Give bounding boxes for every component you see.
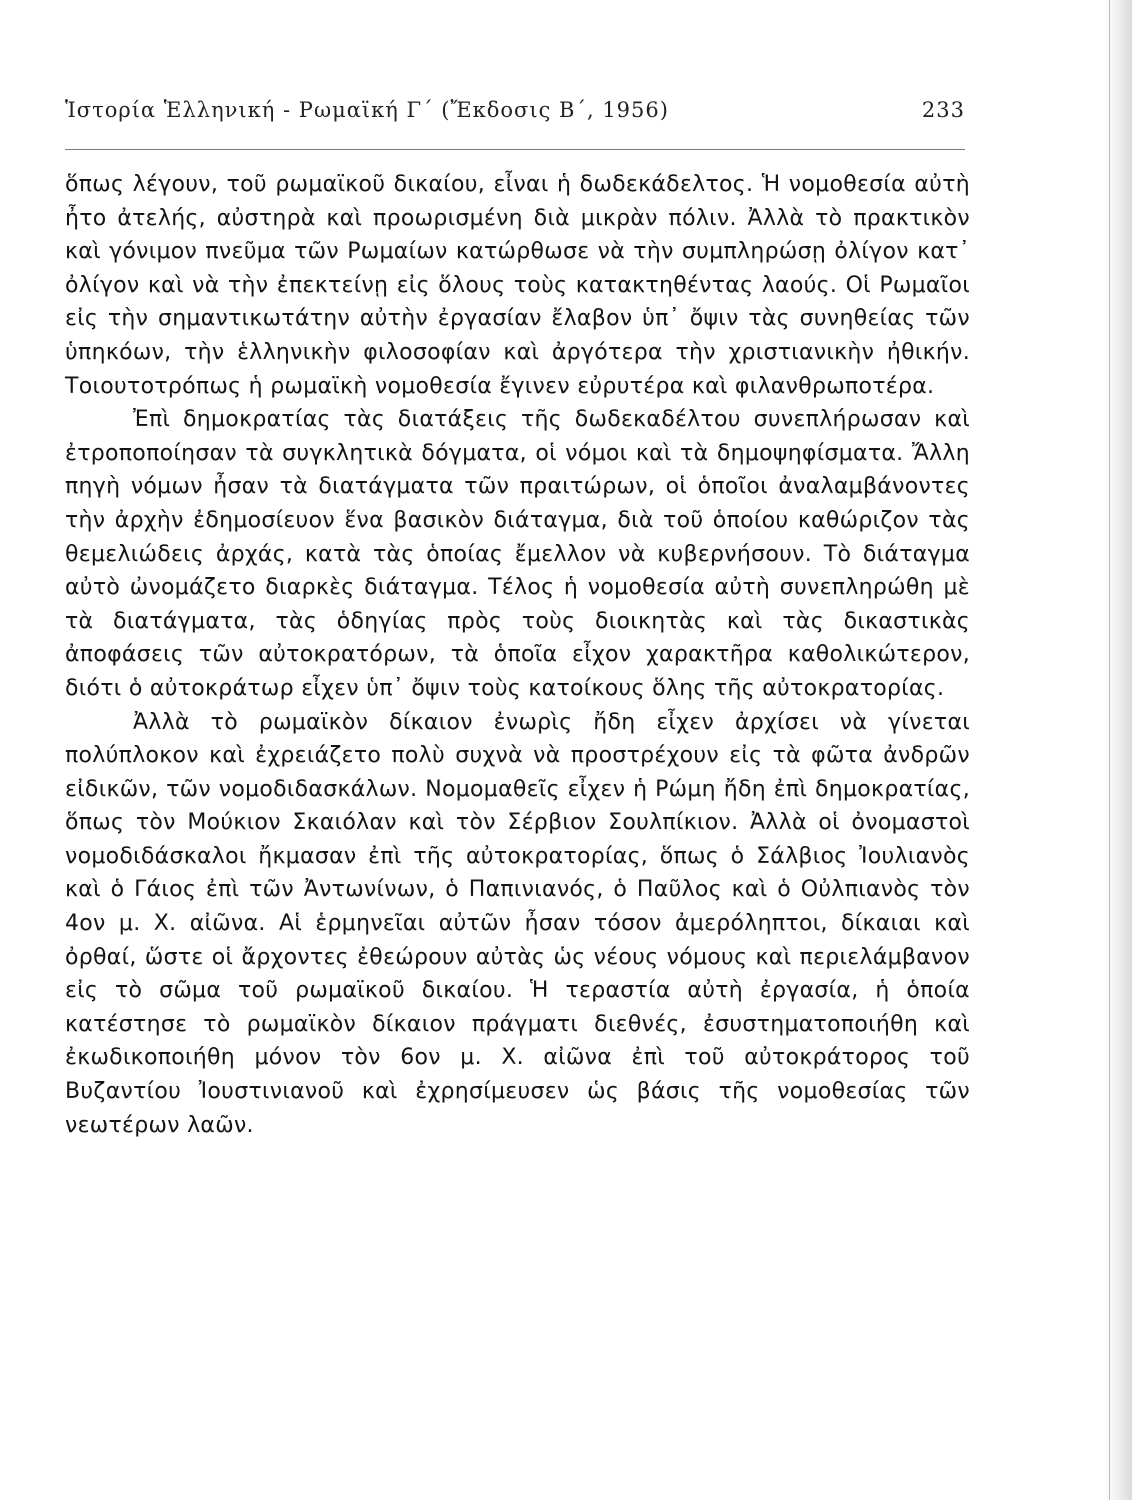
paragraph-2: Ἐπὶ δημοκρατίας τὰς διατάξεις τῆς δωδεκαδέλτου συνεπλήρωσαν καὶ ἐτροποποίησαν τὰ συγκλητικὰ δόγματα, οἱ νόμοι καὶ τὰ δημοψηφίσματα. Ἄλλη πηγὴ νόμων ἦσαν τὰ διατάγματα τῶν πραιτώρων, οἱ ὁποῖοι ἀναλαμβάνοντες τὴν ἀρχὴν ἐδημοσίευον ἕνα βασικὸν διάταγμα, διὰ τοῦ ὁποίου καθώριζον τὰς θεμελιώδεις ἀρχάς, κατὰ τὰς ὁποίας ἔμελλον νὰ κυβερνήσουν. Τὸ διάταγμα αὐτὸ ὠνομάζετο διαρκὲς διάταγμα. Τέλος ἡ νομοθεσία αὐτὴ συνεπληρώθη μὲ τὰ διατάγματα, τὰς ὁδηγίας πρὸς τοὺς διοικητὰς καὶ τὰς δικαστικὰς ἀποφάσεις τῶν αὐτοκρατόρων, τὰ ὁποῖα εἶχον χαρακτῆρα καθολικώτερον, διότι ὁ αὐτοκράτωρ εἶχεν ὑπ᾽ ὄψιν τοὺς κατοίκους ὅλης τῆς αὐτοκρατορίας. [65,407,970,701]
paragraph-3: Ἀλλὰ τὸ ρωμαϊκὸν δίκαιον ἐνωρὶς ἤδη εἶχεν ἀρχίσει νὰ γίνεται πολύπλοκον καὶ ἐχρειάζετο πολὺ συχνὰ νὰ προστρέχουν εἰς τὰ φῶτα ἀνδρῶν εἰδικῶν, τῶν νομοδιδασκάλων. Νομομαθεῖς εἶχεν ἡ Ρώμη ἤδη ἐπὶ δημοκρατίας, ὅπως τὸν Μούκιον Σκαιόλαν καὶ τὸν Σέρβιον Σουλπίκιον. Ἀλλὰ οἱ ὀνομαστοὶ νομοδιδάσκαλοι ἤκμασαν ἐπὶ τῆς αὐτοκρατορίας, ὅπως ὁ Σάλβιος Ἰουλιανὸς καὶ ὁ Γάιος ἐπὶ τῶν Ἀντωνίνων, ὁ Παπινιανός, ὁ Παῦλος καὶ ὁ Οὐλπιανὸς τὸν 4ον μ. Χ. αἰῶνα. Αἱ ἑρμηνεῖαι αὐτῶν ἦσαν τόσον ἀμερόληπτοι, δίκαιαι καὶ ὀρθαί, ὥστε οἱ ἄρχοντες ἐθεώρουν αὐτὰς ὡς νέους νόμους καὶ περιελάμβανον εἰς τὸ σῶμα τοῦ ρωμαϊκοῦ δικαίου. Ἡ τεραστία αὐτὴ ἐργασία, ἡ ὁποία κατέστησε τὸ ρωμαϊκὸν δίκαιον πράγματι διεθνές, ἐσυστηματοποιήθη καὶ ἐκωδικοποιήθη μόνον τὸν 6ον μ. Χ. αἰῶνα ἐπὶ τοῦ αὐτοκράτορος τοῦ Βυζαντίου Ἰουστινιανοῦ καὶ ἐχρησίμευσεν ὡς βάσις τῆς νομοθεσίας τῶν νεωτέρων λαῶν. [65,709,970,1138]
body-text [65,168,970,1142]
page-number: 233 [921,98,965,122]
binding-shadow-line [1109,0,1110,1500]
header-rule [65,149,965,150]
running-header-title: Ἱστορία Ἑλληνική - Ρωμαϊκή Γ΄ (Ἔκδοσις Β΄, 1956) [65,98,669,122]
running-header [65,92,965,132]
paragraph-1: ὅπως λέγουν, τοῦ ρωμαϊκοῦ δικαίου, εἶναι ἡ δωδεκάδελτος. Ἡ νομοθεσία αὐτὴ ἦτο ἀτελής, αὐστηρὰ καὶ προωρισμένη διὰ μικρὰν πόλιν. Ἀλλὰ τὸ πρακτικὸν καὶ γόνιμον πνεῦμα τῶν Ρωμαίων κατώρθωσε νὰ τὴν συμπληρώσῃ ὀλίγον κατ᾽ ὀλίγον καὶ νὰ τὴν ἐπεκτείνῃ εἰς ὅλους τοὺς κατακτηθέντας λαούς. Οἱ Ρωμαῖοι εἰς τὴν σημαντικωτάτην αὐτὴν ἐργασίαν ἔλαβον ὑπ᾽ ὄψιν τὰς συνηθείας τῶν ὑπηκόων, τὴν ἑλληνικὴν φιλοσοφίαν καὶ ἀργότερα τὴν χριστιανικὴν ἠθικήν. Τοιουτοτρόπως ἡ ρωμαϊκὴ νομοθεσία ἔγινεν εὐρυτέρα καὶ φιλανθρωποτέρα. [65,172,970,399]
